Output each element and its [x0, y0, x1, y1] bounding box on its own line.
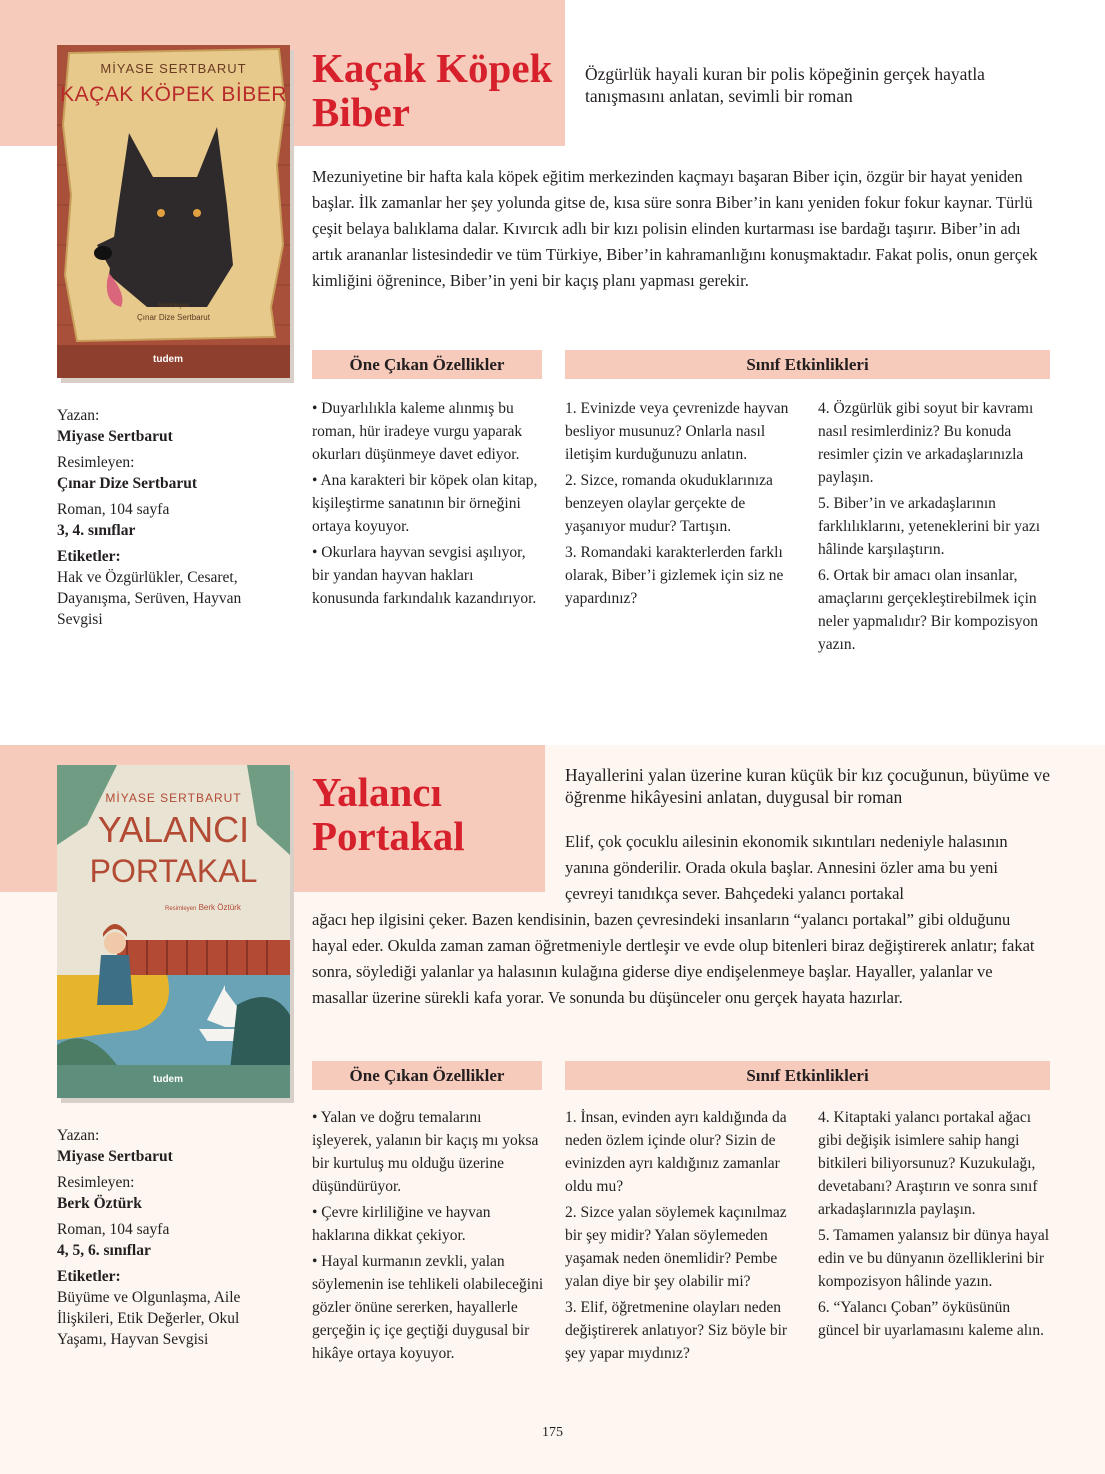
book-format: Roman, 104 sayfa — [57, 501, 170, 518]
book-cover-kacak-kopek-biber — [57, 45, 290, 378]
book-description-top: Elif, çok çocuklu ailesinin ekonomik sıkıntıları nedeniyle halasının yanına gönderilir. Orada okula başlar. Annesini özler ama bu yeni çevreyi tanıdıkça sever. Bahçedeki yalancı portakal — [565, 832, 1008, 903]
tags-list: Hak ve Özgürlükler, Cesaret, Dayanışma, Serüven, Hayvan Sevgisi — [57, 569, 242, 628]
grade-levels: 3, 4. sınıflar — [57, 522, 136, 539]
illustrator-label: Resimleyen: — [57, 454, 135, 471]
book-title: Yalancı Portakal — [312, 769, 465, 859]
tags-list: Büyüme ve Olgunlaşma, Aile İlişkileri, Etik Değerler, Okul Yaşamı, Hayvan Sevgisi — [57, 1289, 241, 1348]
activity-item: 3. Romandaki karakterlerden farklı olarak, Biber’i gizlemek için siz ne yapardınız? — [565, 544, 784, 607]
book-title: Kaçak Köpek Biber — [312, 45, 553, 135]
activities-list-right — [818, 1106, 1050, 1345]
illustrator-name: Berk Öztürk — [57, 1195, 142, 1212]
activities-header: Sınıf Etkinlikleri — [565, 350, 1050, 379]
author-label: Yazan: — [57, 1127, 100, 1144]
cover-title-line1: YALANCI — [97, 809, 250, 850]
tags-label: Etiketler: — [57, 1268, 121, 1285]
book-format: Roman, 104 sayfa — [57, 1221, 170, 1238]
activity-item: 3. Elif, öğretmenine olayları neden değiştirerek anlatıyor? Siz böyle bir şey yapar mıydınız? — [565, 1299, 788, 1362]
cover-publisher-logo: tudem — [153, 354, 183, 365]
cover-illustrator: Resimleyen Berk Öztürk — [165, 903, 241, 912]
author-name: Miyase Sertbarut — [57, 428, 173, 445]
activity-item: 5. Biber’in ve arkadaşlarının farklılıklarını, yeteneklerini bir yazı hâlinde karşılaştırın. — [818, 495, 1041, 558]
feature-item: • Hayal kurmanın zevkli, yalan söylemenin ise tehlikeli olabileceğini gözler önüne sererken, hayallerle gerçeğin iç içe geçtiği duygusal bir hikâye ortaya koyuyor. — [312, 1253, 544, 1362]
book-description-bottom: ağacı hep ilgisini çeker. Bazen kendisinin, bazen çevresindeki insanların “yalancı portakal” gibi olduğunu hayal eder. Okulda zaman zaman öğretmeniyle dertleşir ve evde olup bitenleri biraz değiştirerek anlatır; fakat sonra, söylediği yalanlar ya halasının kulağına giderse diye endişelenmeye başlar. Hayaller, yalanlar ve masallar üzerine sürekli kafa yorar. Ve sonunda bu düşünceler onu gerçek hayata hazırlar. — [312, 910, 1035, 1007]
features-header: Öne Çıkan Özellikler — [312, 350, 542, 379]
activity-item: 4. Kitaptaki yalancı portakal ağacı gibi değişik isimlere sahip hangi bitkileri biliyorsunuz? Kuzukulağı, devetabanı? Araştırın ve sonra sınıf arkadaşlarınızla paylaşın. — [818, 1109, 1038, 1218]
grade-levels: 4, 5, 6. sınıflar — [57, 1242, 151, 1259]
page-number: 175 — [542, 1425, 563, 1440]
activity-item: 5. Tamamen yalansız bir dünya hayal edin ve bu dünyanın özelliklerini bir kompozisyon hâlinde yazın. — [818, 1227, 1050, 1290]
activities-list-left — [565, 1106, 797, 1368]
book-subtitle: Hayallerini yalan üzerine kuran küçük bir kız çocuğunun, büyüme ve öğrenme hikâyesini anlatan, duygusal bir roman — [565, 765, 1050, 807]
activity-item: 2. Sizce yalan söylemek kaçınılmaz bir şey midir? Yalan söylemeden yaşamak neden önemlidir? Pembe yalan diye bir şey olabilir mi? — [565, 1204, 787, 1290]
illustrator-label: Resimleyen: — [57, 1174, 135, 1191]
activity-item: 6. Ortak bir amacı olan insanlar, amaçlarını gerçekleştirebilmek için neler yapmalıdır? Bir kompozisyon yazın. — [818, 567, 1038, 653]
feature-item: • Duyarlılıkla kaleme alınmış bu roman, hür iradeye vurgu yaparak okurları düşünmeye davet ediyor. — [312, 400, 523, 463]
cover-illustrator: Çınar Dize Sertbarut — [137, 313, 210, 322]
activity-item: 1. İnsan, evinden ayrı kaldığında da neden özlem içinde olur? Sizin de evinizden ayrı kaldığınız zamanlar oldu mu? — [565, 1109, 787, 1195]
book-subtitle: Özgürlük hayali kuran bir polis köpeğinin gerçek hayatla tanışmasını anlatan, sevimli bir roman — [585, 64, 985, 106]
features-list — [312, 1106, 544, 1368]
activity-item: 2. Sizce, romanda okuduklarınıza benzeyen olaylar gerçekte de yaşanıyor mudur? Tartışın. — [565, 472, 773, 535]
cover-author: MİYASE SERTBARUT — [105, 791, 242, 805]
cover-title: KAÇAK KÖPEK BİBER — [60, 83, 287, 106]
activity-item: 4. Özgürlük gibi soyut bir kavramı nasıl resimlerdiniz? Bu konuda resimler çizin ve arkadaşlarınızla paylaşın. — [818, 400, 1034, 486]
author-name: Miyase Sertbarut — [57, 1148, 173, 1165]
book-meta — [57, 1125, 287, 1350]
book-description: Mezuniyetine bir hafta kala köpek eğitim merkezinden kaçmayı başaran Biber için, özgür bir hayat yeniden başlar. İlk zamanlar her şey yolunda gitse de, kısa süre sonra Biber’in kanı yeniden fokur fokur kaynar. Türlü çeşit belaya balıklama dalar. Kıvırcık adlı bir kızı polisin elinden kurtarması ise bardağı taşırır. Biber’in adı artık arananlar listesindedir ve tüm Türkiye, Biber’in kahramanlığını konuşmaktadır. Fakat polis, onun gerçek kimliğini öğrenince, Biber’in yeni bir kaçış planı yapması gerekir. — [312, 167, 1038, 290]
book-cover-yalanci-portakal — [57, 765, 290, 1098]
activities-header: Sınıf Etkinlikleri — [565, 1061, 1050, 1090]
features-header: Öne Çıkan Özellikler — [312, 1061, 542, 1090]
activity-item: 1. Evinizde veya çevrenizde hayvan besliyor musunuz? Onlarla nasıl iletişim kurduğunuzu anlatın. — [565, 400, 789, 463]
author-label: Yazan: — [57, 407, 100, 424]
activities-list-right — [818, 397, 1050, 659]
cover-publisher-logo: tudem — [153, 1074, 183, 1085]
feature-item: • Yalan ve doğru temalarını işleyerek, yalanın bir kaçış mı yoksa bir kurtuluş mu olduğu üzerine düşündürüyor. — [312, 1109, 539, 1195]
activity-item: 6. “Yalancı Çoban” öyküsünün güncel bir uyarlamasını kaleme alın. — [818, 1299, 1044, 1339]
book-meta — [57, 405, 287, 630]
cover-illustrator-label: Resimleyen — [157, 303, 190, 309]
cover-author: MİYASE SERTBARUT — [100, 61, 247, 76]
tags-label: Etiketler: — [57, 548, 121, 565]
feature-item: • Ana karakteri bir köpek olan kitap, kişileştirme sanatının bir örneğini ortaya koyuyor. — [312, 472, 538, 535]
activities-list-left — [565, 397, 797, 613]
cover-title-line2: PORTAKAL — [89, 853, 258, 889]
feature-item: • Okurlara hayvan sevgisi aşılıyor, bir yandan hayvan hakları konusunda farkındalık kazandırıyor. — [312, 544, 537, 607]
illustrator-name: Çınar Dize Sertbarut — [57, 475, 198, 492]
features-list — [312, 397, 544, 613]
feature-item: • Çevre kirliliğine ve hayvan haklarına dikkat çekiyor. — [312, 1204, 491, 1244]
